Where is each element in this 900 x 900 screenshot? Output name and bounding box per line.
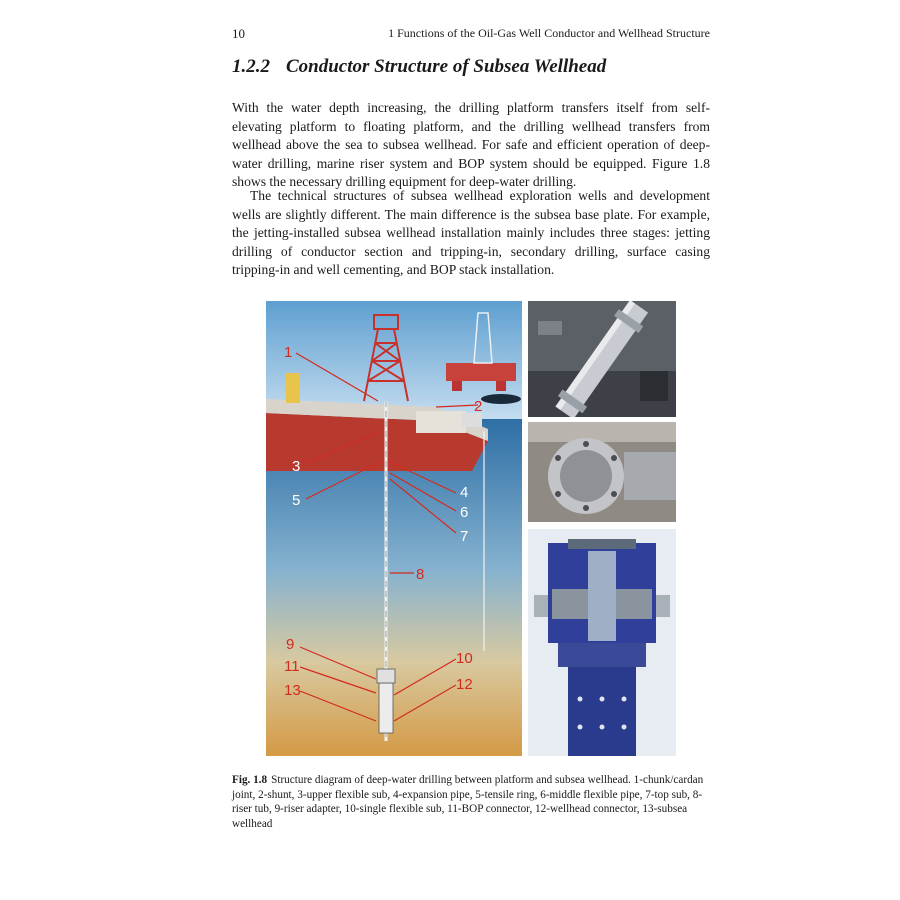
bop-cutaway-render [528, 529, 676, 756]
deepwater-drilling-illustration [266, 301, 522, 756]
figure-caption [232, 773, 710, 831]
callout-1: 1 [284, 344, 293, 361]
page-number: 10 [232, 26, 245, 41]
callout-8: 8 [416, 566, 425, 583]
callout-7: 7 [460, 528, 469, 545]
section-number: 1.2.2 [232, 56, 270, 77]
callout-11: 11 [284, 658, 300, 675]
callout-6: 6 [460, 504, 469, 521]
callout-13: 13 [284, 682, 301, 699]
callout-5: 5 [292, 492, 301, 509]
callout-9: 9 [286, 636, 295, 653]
body-paragraph-1: With the water depth increasing, the drilling platform transfers itself from self-elevating platform to floating platform, and the drilling wellhead transfers from wellhead above the sea to subsea wellhead. For safe and efficient operation of deep-water drilling, marine riser system and BOP system should be equipped. Figure 1.8 shows the necessary drilling equipment for deep-water drilling. [232, 100, 710, 189]
section-heading [232, 56, 606, 78]
figure-1-8 [266, 301, 676, 756]
callout-3: 3 [292, 458, 301, 475]
subsea-wellhead [379, 683, 393, 733]
riser-joint-photo [528, 301, 676, 417]
body-paragraph-2: The technical structures of subsea wellhead exploration wells and development wells are slightly different. The main difference is the subsea base plate. For example, the jetting-installed subsea wellhead installation mainly includes three stages: jetting drilling of conductor section and tripping-in, secondary drilling, surface casing tripping-in and well cementing, and BOP stack installation. [232, 188, 710, 277]
figure-caption-text: Structure diagram of deep-water drilling between platform and subsea wellhead. 1-chunk/cardan joint, 2-shunt, 3-upper flexible sub, 4-expansion pipe, 5-tensile ring, 6-middle flexible pipe, 7-top sub, 8-riser tub, 9-riser adapter, 10-single flexible sub, 11-BOP connector, 12-wellhead connector, 13-subsea wellhead [232, 774, 704, 830]
running-header: 1 Functions of the Oil-Gas Well Conductor and Wellhead Structure [388, 26, 710, 40]
flexible-joint-photo [528, 422, 676, 522]
callout-12: 12 [456, 676, 473, 693]
callout-2: 2 [474, 398, 483, 415]
callout-10: 10 [456, 650, 473, 667]
section-title: Conductor Structure of Subsea Wellhead [286, 56, 607, 77]
callout-4: 4 [460, 484, 469, 501]
figure-label: Fig. 1.8 [232, 774, 268, 786]
